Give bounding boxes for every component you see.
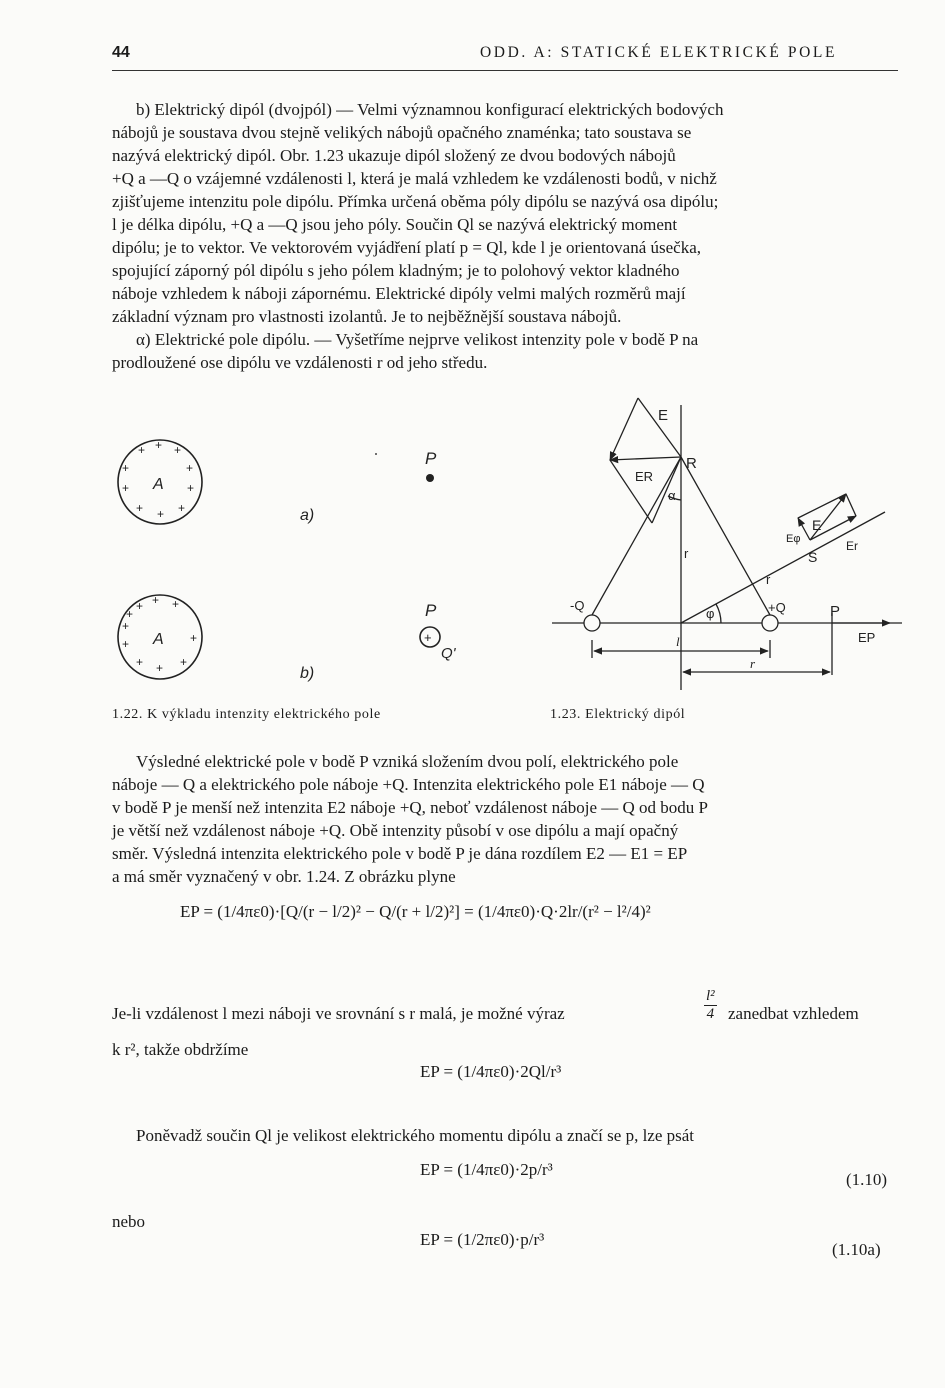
label-b: b): [300, 665, 315, 682]
svg-text:+: +: [186, 461, 194, 475]
svg-text:+: +: [174, 443, 182, 457]
label-l: l: [676, 634, 680, 649]
point-q-label: Q': [441, 645, 456, 662]
approx-line-3: k r², takže obdržíme: [112, 1040, 249, 1059]
svg-text:+: +: [122, 481, 130, 495]
label-minus-q: -Q: [570, 598, 585, 613]
fig22-caption: 1.22. K výkladu intenzity elektrického pole: [112, 707, 381, 722]
svg-text:+: +: [178, 501, 186, 515]
label-e: E: [658, 407, 669, 424]
figure-1-22: [100, 420, 500, 700]
label-plus-q: +Q: [768, 600, 786, 615]
label-p: P: [830, 603, 841, 620]
intro-line-9: náboje vzhledem k náboji zápornému. Elektrické dipóly velmi malých rozměrů mají: [112, 284, 686, 303]
svg-text:+: +: [187, 481, 195, 495]
label-alpha: α: [668, 488, 676, 503]
body-line-4: je větší než vzdálenost náboje +Q. Obě intenzity působí v ose dipólu a mají opačný: [112, 821, 679, 840]
equation-4: EP = (1/2πε0)·p/r³: [420, 1230, 545, 1249]
field-component-2: [652, 457, 681, 523]
svg-text:+: +: [152, 593, 160, 607]
intro-line-8: spojující záporný pól dipólu s jeho pólem kladným; je to polohový vektor kladného: [112, 261, 680, 280]
approx-line-2: zanedbat vzhledem: [728, 1004, 859, 1023]
charge-minus-q: [584, 615, 600, 631]
body-line-6: a má směr vyznačený v obr. 1.24. Z obrázku plyne: [112, 867, 456, 886]
svg-text:+: +: [190, 631, 198, 645]
probe-charge-sign: +: [424, 630, 432, 645]
svg-text:+: +: [156, 661, 164, 675]
label-e-s: E: [812, 517, 822, 533]
intro-line-2: nábojů je soustava dvou stejně velikých nábojů opačného znaménka; tato soustava se: [112, 123, 692, 142]
svg-text:+: +: [138, 443, 146, 457]
svg-text:+: +: [136, 655, 144, 669]
intro-line-11: α) Elektrické pole dipólu. — Vyšetříme nejprve velikost intenzity pole v bodě P na: [136, 330, 699, 349]
approx-fraction: l² 4: [706, 988, 715, 1022]
label-r-horizontal: r: [750, 656, 756, 671]
conductor-b-label: A: [153, 631, 164, 648]
point-p-a: [426, 474, 434, 482]
label-r-diagonal: r: [766, 572, 771, 587]
intro-line-5: zjišťujeme intenzitu pole dipólu. Přímka určená oběma póly dipólu se nazývá osa dipólu;: [112, 192, 719, 211]
er-vector: [610, 457, 681, 460]
label-e-phi: Eφ: [786, 533, 801, 545]
intro-line-1: b) Elektrický dipól (dvojpól) — Velmi významnou konfigurací elektrických bodových: [136, 100, 724, 119]
label-r-point: R: [686, 455, 697, 472]
header-rule: [112, 70, 898, 71]
speck: [375, 453, 377, 455]
equation-4-number: (1.10a): [832, 1240, 881, 1259]
intro-line-12: prodloužené ose dipólu ve vzdálenosti r od jeho středu.: [112, 353, 488, 372]
equation-1: EP = (1/4πε0)·[Q/(r − l/2)² − Q/(r + l/2)²] = (1/4πε0)·Q·2lr/(r² − l²/4)²: [180, 902, 651, 921]
label-a: a): [300, 507, 315, 524]
point-p-b-label: P: [425, 601, 437, 620]
svg-text:+: +: [172, 597, 180, 611]
approx-line-1: Je-li vzdálenost l mezi náboji ve srovnání s r malá, je možné výraz: [112, 1004, 565, 1023]
body-line-2: náboje — Q a elektrického pole náboje +Q. Intenzita elektrického pole E1 náboje — Q: [112, 775, 705, 794]
charge-plus-q: [762, 615, 778, 631]
conductor-a-label: A: [153, 476, 164, 493]
svg-text:+: +: [122, 637, 130, 651]
nebo-line: nebo: [112, 1212, 146, 1231]
label-r-vertical: r: [684, 546, 689, 561]
svg-text:+: +: [126, 607, 134, 621]
label-er: ER: [635, 469, 654, 484]
intro-line-3: nazývá elektrický dipól. Obr. 1.23 ukazuje dipól složený ze dvou bodových nábojů: [112, 146, 676, 165]
equation-3: EP = (1/4πε0)·2p/r³: [420, 1160, 553, 1179]
label-e-r: Er: [846, 539, 858, 553]
intro-line-10: základní význam pro vlastnosti izolantů. Je to nejběžnější soustava nábojů.: [112, 307, 622, 326]
label-s: S: [808, 549, 818, 565]
svg-text:+: +: [122, 619, 130, 633]
phi-arc: [716, 604, 721, 623]
moment-line: Poněvadž součin Ql je velikost elektrického momentu dipólu a značí se p, lze psát: [136, 1126, 695, 1145]
label-ep: EP: [858, 630, 876, 645]
intro-line-6: l je délka dipólu, +Q a —Q jsou jeho póly. Součin Ql se nazývá elektrický moment: [112, 215, 678, 234]
running-head: ODD. A: STATICKÉ ELEKTRICKÉ POLE: [480, 44, 838, 61]
equation-3-number: (1.10): [846, 1170, 888, 1189]
s-construction-2: [846, 494, 856, 516]
point-p-a-label: P: [425, 449, 437, 468]
svg-text:+: +: [136, 599, 144, 613]
body-line-1: Výsledné elektrické pole v bodě P vzniká složením dvou polí, elektrického pole: [136, 752, 679, 771]
equation-2: EP = (1/4πε0)·2Ql/r³: [420, 1062, 562, 1081]
label-phi: φ: [706, 606, 715, 621]
s-construction-1: [798, 494, 846, 518]
field-construction-1: [610, 398, 638, 460]
body-line-5: směr. Výsledná intenzita elektrického pole v bodě P je dána rozdílem E2 — E1 = EP: [112, 844, 688, 863]
intro-line-4: +Q a —Q o vzájemné vzdálenosti l, která je malá vzhledem ke vzdálenosti bodů, v nichž: [112, 169, 717, 188]
svg-text:+: +: [136, 501, 144, 515]
svg-text:+: +: [180, 655, 188, 669]
page-number: 44: [112, 44, 130, 61]
figure-1-23: [540, 390, 910, 700]
body-line-3: v bodě P je menší než intenzita E2 náboje +Q, neboť vzdálenost náboje — Q od bodu P: [112, 798, 708, 817]
svg-text:+: +: [122, 461, 130, 475]
intro-line-7: dipólu; je to vektor. Ve vektorovém vyjádření platí p = Ql, kde l je orientovaná úsečka,: [112, 238, 702, 257]
svg-text:+: +: [157, 507, 165, 521]
line-plusq-to-r: [681, 457, 770, 615]
fig23-caption: 1.23. Elektrický dipól: [550, 707, 686, 722]
svg-text:+: +: [155, 438, 163, 452]
